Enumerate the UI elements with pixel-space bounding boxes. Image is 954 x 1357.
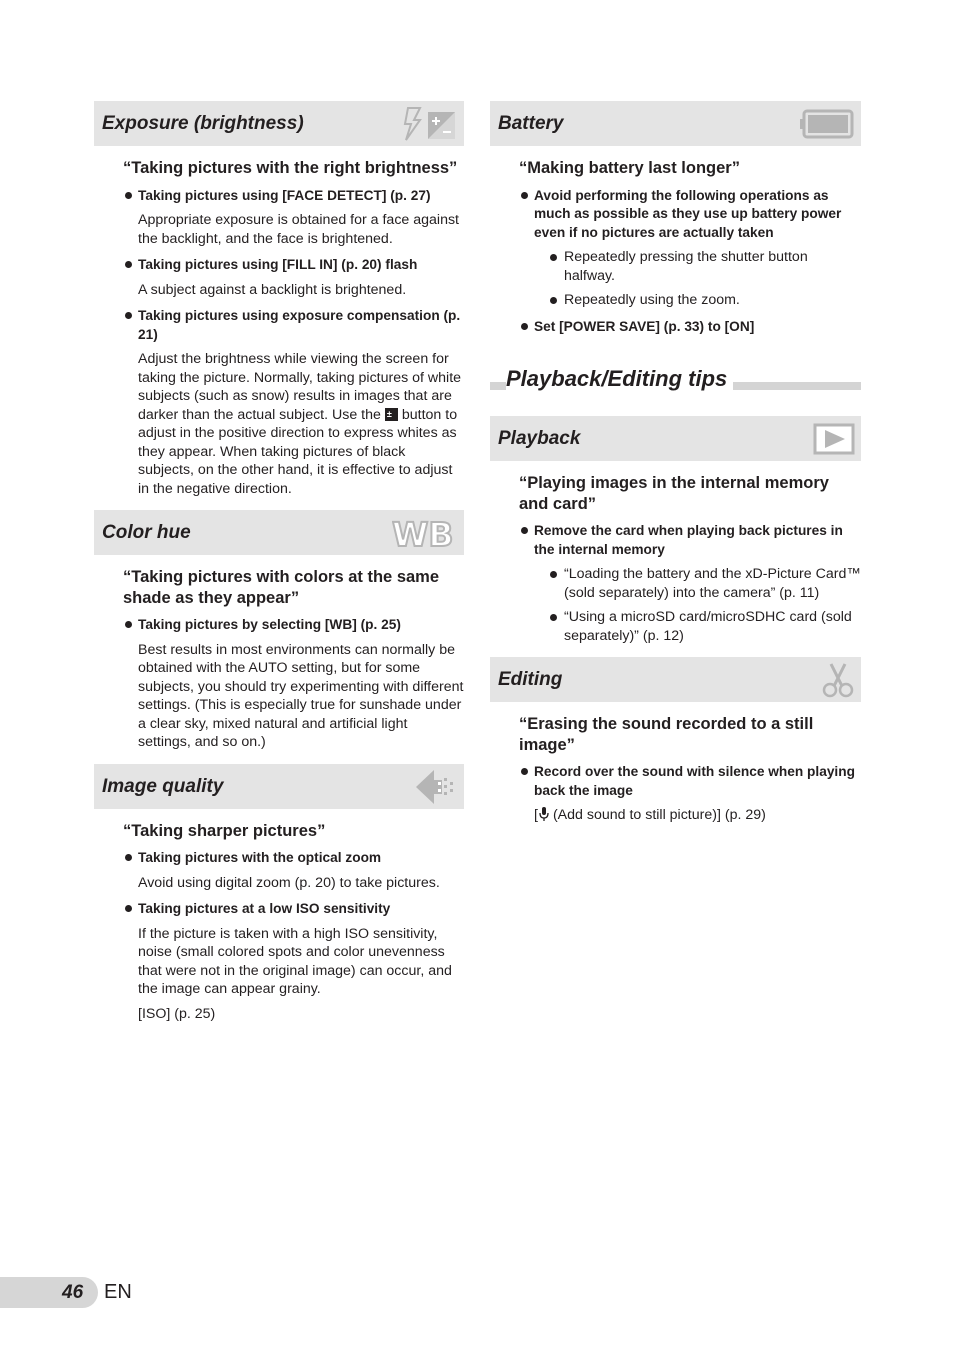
image-quality-text-zoom: Avoid using digital zoom (p. 20) to take pictures. [138, 874, 440, 891]
editing-quote: “Erasing the sound recorded to a still image” [519, 715, 814, 754]
image-quality-bullet-iso: Taking pictures at a low ISO sensitivity [124, 900, 464, 919]
exposure-text-face-detect: Appropriate exposure is obtained for a face against the backlight, and the face is brightened. [138, 212, 459, 247]
page-number: 46 [62, 1282, 84, 1303]
image-quality-title: Image quality [102, 775, 224, 797]
editing-text-bracket: [ [534, 807, 538, 823]
image-quality-header [94, 764, 464, 809]
exposure-header [94, 101, 464, 146]
editing-header [490, 657, 861, 702]
left-column [94, 101, 464, 1023]
playback-title: Playback [498, 428, 581, 449]
battery-bullet-power-save: Set [POWER SAVE] (p. 33) to [ON] [520, 318, 861, 337]
tips-heading [490, 366, 861, 400]
exposure-compensation-icon: ± [385, 408, 398, 421]
flash-exposure-icon [398, 106, 458, 142]
scissors-icon [821, 662, 855, 698]
exposure-bullet-compensation: Taking pictures using exposure compensation (p. 21) [124, 307, 464, 344]
editing-bullet: Record over the sound with silence when playing back the image [520, 763, 861, 800]
microphone-icon [538, 807, 550, 821]
play-icon [813, 421, 855, 457]
compensation-text-after: button to adjust in the positive direction to express whites as they appear. When taking pictures of black subjects, on the other hand, it is effective to adjust in the negative direction. [138, 406, 458, 497]
image-quality-bullet-zoom: Taking pictures with the optical zoom [124, 849, 464, 868]
page-language: EN [104, 1281, 132, 1303]
exposure-bullet-fill-in: Taking pictures using [FILL IN] (p. 20) flash [124, 256, 464, 275]
color-hue-text: Best results in most environments can normally be obtained with the AUTO setting, but for some subjects, you should try experimenting with different settings. (This is especially true for sunshade under a clear sky, mixed natural and artificial light settings, and so on.) [138, 641, 464, 750]
editing-text-body: (Add sound to still picture)] (p. 29) [552, 807, 766, 823]
color-hue-title: Color hue [102, 522, 191, 543]
battery-bullet-avoid: Avoid performing the following operations as much as possible as they use up battery power even if no pictures are actually taken [520, 187, 861, 243]
editing-title: Editing [498, 669, 563, 690]
color-hue-header [94, 510, 464, 555]
playback-bullet: Remove the card when playing back pictures in the internal memory [520, 522, 861, 559]
playback-header [490, 416, 861, 461]
color-hue-bullet: Taking pictures by selecting [WB] (p. 25) [124, 616, 464, 635]
exposure-text-fill-in: A subject against a backlight is brightened. [138, 281, 407, 298]
battery-header [490, 101, 861, 146]
battery-sub-zoom: Repeatedly using the zoom. [550, 291, 861, 310]
exposure-quote: “Taking pictures with the right brightness” [123, 159, 458, 177]
compensation-text-before: Adjust the brightness while viewing the screen for taking the picture. Normally, taking pictures of white subjects (such as snow) results in images that are darker than the actual subject. Use the [138, 351, 462, 423]
editing-text [534, 806, 861, 825]
exposure-title: Exposure (brightness) [102, 113, 304, 134]
image-quality-text-iso: If the picture is taken with a high ISO sensitivity, noise (small colored spots and color unevenness that were not in the original image) can occur, and the image can appear grainy. [138, 925, 452, 997]
battery-icon [799, 106, 855, 142]
battery-quote: “Making battery last longer” [519, 159, 740, 177]
image-quality-icon [414, 769, 458, 805]
playback-sub-loading: “Loading the battery and the xD-Picture Card™ (sold separately) into the camera” (p. 11) [550, 565, 861, 602]
battery-title: Battery [498, 113, 564, 134]
playback-sub-microsd: “Using a microSD card/microSDHC card (sold separately)” (p. 12) [550, 608, 861, 645]
color-hue-quote: “Taking pictures with colors at the same shade as they appear” [123, 568, 440, 607]
image-quality-quote: “Taking sharper pictures” [123, 821, 326, 840]
wb-icon [392, 515, 458, 551]
battery-sub-shutter: Repeatedly pressing the shutter button halfway. [550, 248, 861, 285]
exposure-bullet-face-detect: Taking pictures using [FACE DETECT] (p. 27) [124, 187, 464, 206]
page-number-tab [0, 1277, 98, 1308]
playback-quote: “Playing images in the internal memory and card” [519, 474, 829, 513]
wb-icon-text: WB [392, 515, 454, 551]
image-quality-iso-ref: [ISO] (p. 25) [138, 1005, 216, 1022]
exposure-text-compensation [138, 350, 464, 498]
right-column [490, 101, 861, 825]
tips-title: Playback/Editing tips [506, 366, 733, 392]
